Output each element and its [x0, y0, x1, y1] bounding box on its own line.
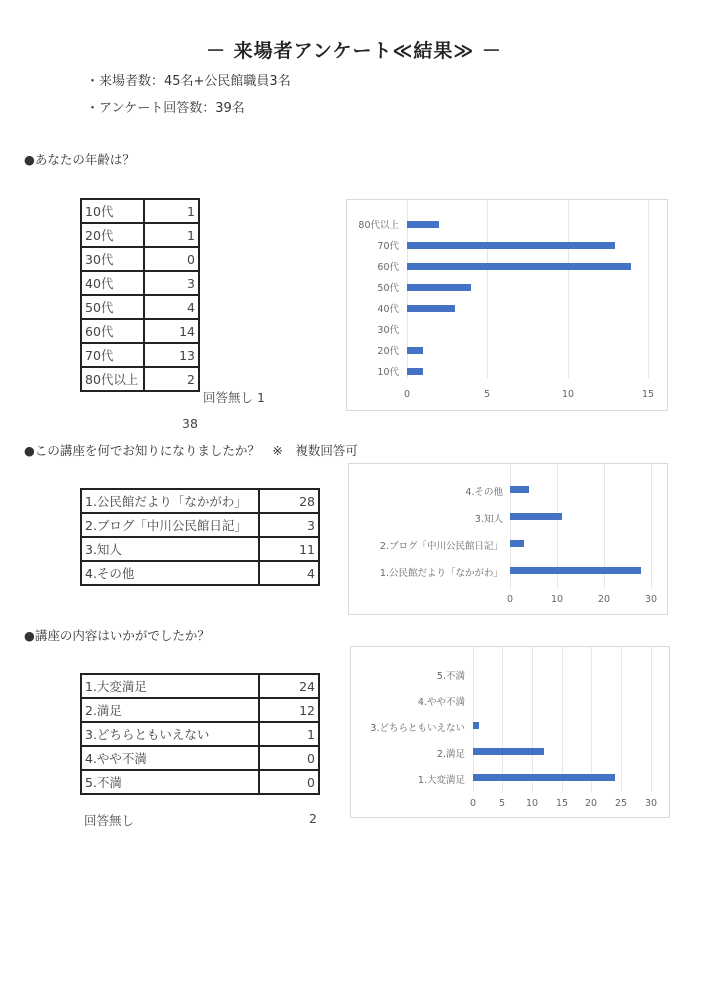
bar-10s — [407, 368, 423, 375]
axis-category: 2.満足 — [436, 749, 465, 760]
visitor-count: ・来場者数：45名+公民館職員3名 — [86, 74, 291, 89]
table-row — [81, 247, 199, 271]
axis-tick: 20 — [584, 798, 598, 809]
gridline — [473, 647, 474, 792]
row-label: 5.不満 — [81, 770, 259, 794]
table-row — [81, 770, 319, 794]
table-row — [81, 319, 199, 343]
satisfaction-bar-chart — [350, 646, 670, 818]
source-table — [80, 488, 320, 586]
gridline — [651, 647, 652, 792]
table-row — [81, 561, 319, 585]
question-age: ●あなたの年齢は？ — [24, 152, 135, 167]
gridline — [568, 200, 569, 378]
row-value: 0 — [144, 247, 199, 271]
bar-20s — [407, 347, 423, 354]
table-row — [81, 746, 319, 770]
bar-other — [510, 486, 529, 493]
question-source: ●この講座を何でお知りになりましたか？ ※ 複数回答可 — [24, 443, 358, 458]
axis-category: 1.公民館だより「なかがわ」 — [379, 568, 503, 579]
row-label: 60代 — [81, 319, 144, 343]
axis-category: 30代 — [377, 325, 399, 336]
axis-category: 70代 — [377, 241, 399, 252]
age-no-answer: 回答無し 1 — [203, 390, 265, 405]
bar-60s — [407, 263, 631, 270]
table-row — [81, 223, 199, 247]
row-value: 3 — [259, 513, 319, 537]
gridline — [591, 647, 592, 792]
response-count: ・アンケート回答数：39名 — [86, 101, 245, 116]
row-value: 28 — [259, 489, 319, 513]
axis-tick: 10 — [550, 594, 564, 605]
row-label: 4.やや不満 — [81, 746, 259, 770]
row-value: 0 — [259, 770, 319, 794]
axis-tick: 0 — [506, 594, 514, 605]
row-value: 1 — [259, 722, 319, 746]
axis-category: 50代 — [377, 283, 399, 294]
table-row — [81, 295, 199, 319]
row-value: 2 — [144, 367, 199, 391]
axis-tick: 20 — [597, 594, 611, 605]
table-row — [81, 271, 199, 295]
gridline — [648, 200, 649, 378]
row-value: 4 — [144, 295, 199, 319]
table-row — [81, 537, 319, 561]
gridline — [502, 647, 503, 792]
row-label: 2.満足 — [81, 698, 259, 722]
row-label: 30代 — [81, 247, 144, 271]
axis-tick: 0 — [469, 798, 477, 809]
bar-80s — [407, 221, 439, 228]
row-value: 12 — [259, 698, 319, 722]
bar-blog — [510, 540, 524, 547]
row-label: 2.ブログ「中川公民館日記」 — [81, 513, 259, 537]
axis-tick: 0 — [403, 389, 411, 400]
axis-category: 1.大変満足 — [417, 775, 465, 786]
bar-very-satisfied — [473, 774, 615, 781]
axis-category: 10代 — [377, 367, 399, 378]
axis-category: 20代 — [377, 346, 399, 357]
axis-tick: 5 — [483, 389, 491, 400]
gridline — [562, 647, 563, 792]
axis-category: 5.不満 — [436, 671, 465, 682]
table-row — [81, 698, 319, 722]
row-label: 1.公民館だより「なかがわ」 — [81, 489, 259, 513]
axis-category: 80代以上 — [358, 220, 399, 231]
gridline — [651, 464, 652, 589]
axis-tick: 25 — [614, 798, 628, 809]
satisfaction-table — [80, 673, 320, 795]
row-value: 13 — [144, 343, 199, 367]
age-table — [80, 198, 200, 392]
table-row — [81, 513, 319, 537]
row-label: 3.知人 — [81, 537, 259, 561]
row-label: 70代 — [81, 343, 144, 367]
row-value: 1 — [144, 223, 199, 247]
bar-neutral — [473, 722, 479, 729]
axis-category: 4.その他 — [465, 487, 503, 498]
bar-50s — [407, 284, 471, 291]
bar-40s — [407, 305, 455, 312]
row-label: 1.大変満足 — [81, 674, 259, 698]
axis-tick: 30 — [644, 594, 658, 605]
row-label: 50代 — [81, 295, 144, 319]
satisfaction-no-answer-label: 回答無し — [84, 813, 135, 828]
row-label: 4.その他 — [81, 561, 259, 585]
row-value: 0 — [259, 746, 319, 770]
question-satisfaction: ●講座の内容はいかがでしたか？ — [24, 628, 210, 643]
axis-tick: 5 — [498, 798, 506, 809]
row-value: 3 — [144, 271, 199, 295]
axis-category: 3.どちらともいえない — [370, 723, 465, 734]
row-label: 20代 — [81, 223, 144, 247]
axis-category: 4.やや不満 — [417, 697, 465, 708]
table-row — [81, 367, 199, 391]
table-row — [81, 343, 199, 367]
axis-category: 2.ブログ「中川公民館日記」 — [379, 541, 503, 552]
row-value: 11 — [259, 537, 319, 561]
axis-tick: 10 — [561, 389, 575, 400]
table-row — [81, 722, 319, 746]
source-bar-chart — [348, 463, 668, 615]
row-label: 10代 — [81, 199, 144, 223]
axis-tick: 30 — [644, 798, 658, 809]
axis-category: 40代 — [377, 304, 399, 315]
bar-satisfied — [473, 748, 544, 755]
axis-tick: 15 — [641, 389, 655, 400]
table-row — [81, 674, 319, 698]
satisfaction-no-answer-value: 2 — [309, 811, 317, 826]
row-value: 1 — [144, 199, 199, 223]
gridline — [532, 647, 533, 792]
row-label: 80代以上 — [81, 367, 144, 391]
row-value: 4 — [259, 561, 319, 585]
axis-category: 3.知人 — [474, 514, 503, 525]
axis-tick: 10 — [525, 798, 539, 809]
gridline — [621, 647, 622, 792]
axis-tick: 15 — [555, 798, 569, 809]
page-title: － 来場者アンケート≪結果≫ － — [206, 40, 502, 62]
row-label: 40代 — [81, 271, 144, 295]
age-total: 38 — [182, 416, 198, 431]
bar-newsletter — [510, 567, 641, 574]
bar-acquaintance — [510, 513, 562, 520]
table-row — [81, 489, 319, 513]
bar-70s — [407, 242, 615, 249]
table-row — [81, 199, 199, 223]
age-bar-chart — [346, 199, 668, 411]
row-value: 14 — [144, 319, 199, 343]
row-label: 3.どちらともいえない — [81, 722, 259, 746]
row-value: 24 — [259, 674, 319, 698]
gridline — [487, 200, 488, 378]
axis-category: 60代 — [377, 262, 399, 273]
